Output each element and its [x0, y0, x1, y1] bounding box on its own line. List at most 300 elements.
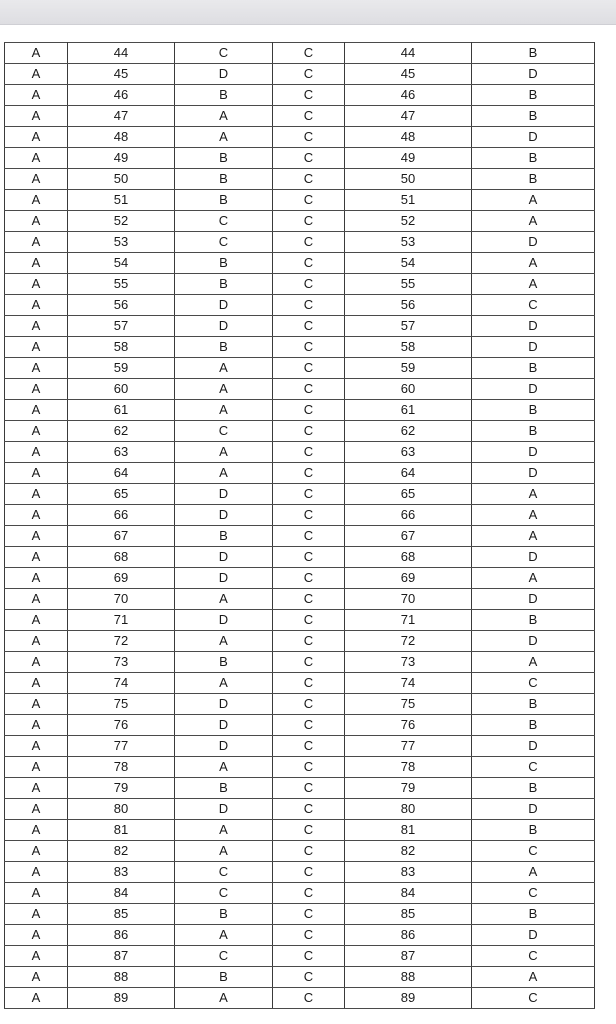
table-cell-col-number-1: 87 [68, 946, 175, 967]
table-cell-col-answer-1: B [175, 652, 273, 673]
table-cell-col-number-2: 56 [345, 295, 472, 316]
table-cell-col-c: C [273, 442, 345, 463]
table-cell-col-answer-2: C [472, 946, 595, 967]
table-cell-col-answer-1: A [175, 631, 273, 652]
table-cell-col-number-1: 89 [68, 988, 175, 1009]
table-cell-col-number-1: 64 [68, 463, 175, 484]
table-row [5, 505, 595, 526]
table-cell-col-number-1: 78 [68, 757, 175, 778]
table-cell-col-c: C [273, 904, 345, 925]
table-cell-col-number-2: 86 [345, 925, 472, 946]
table-cell-col-a: A [5, 967, 68, 988]
table-cell-col-number-2: 63 [345, 442, 472, 463]
table-cell-col-number-2: 47 [345, 106, 472, 127]
table-body [5, 43, 595, 1009]
table-row [5, 778, 595, 799]
table-cell-col-answer-2: D [472, 232, 595, 253]
table-cell-col-c: C [273, 337, 345, 358]
table-cell-col-answer-1: A [175, 988, 273, 1009]
table-row [5, 337, 595, 358]
table-cell-col-number-2: 45 [345, 64, 472, 85]
table-cell-col-a: A [5, 274, 68, 295]
table-cell-col-answer-1: A [175, 820, 273, 841]
table-cell-col-a: A [5, 946, 68, 967]
table-row [5, 799, 595, 820]
table-cell-col-answer-2: C [472, 757, 595, 778]
table-cell-col-c: C [273, 820, 345, 841]
table-cell-col-c: C [273, 778, 345, 799]
table-cell-col-a: A [5, 442, 68, 463]
table-cell-col-number-1: 73 [68, 652, 175, 673]
table-cell-col-answer-1: C [175, 232, 273, 253]
table-cell-col-answer-2: C [472, 295, 595, 316]
table-row [5, 211, 595, 232]
table-cell-col-answer-2: A [472, 484, 595, 505]
table-cell-col-c: C [273, 841, 345, 862]
table-cell-col-a: A [5, 610, 68, 631]
table-row [5, 274, 595, 295]
table-row [5, 610, 595, 631]
table-row [5, 568, 595, 589]
table-cell-col-c: C [273, 547, 345, 568]
table-row [5, 358, 595, 379]
table-cell-col-a: A [5, 484, 68, 505]
table-cell-col-number-2: 67 [345, 526, 472, 547]
table-cell-col-number-1: 57 [68, 316, 175, 337]
table-cell-col-number-2: 61 [345, 400, 472, 421]
table-cell-col-number-2: 69 [345, 568, 472, 589]
table-row [5, 295, 595, 316]
table-cell-col-number-1: 66 [68, 505, 175, 526]
table-cell-col-c: C [273, 946, 345, 967]
table-row [5, 148, 595, 169]
table-cell-col-answer-2: B [472, 43, 595, 64]
table-cell-col-a: A [5, 757, 68, 778]
table-cell-col-c: C [273, 988, 345, 1009]
table-cell-col-number-2: 50 [345, 169, 472, 190]
table-cell-col-c: C [273, 925, 345, 946]
table-cell-col-answer-2: B [472, 610, 595, 631]
table-cell-col-answer-1: B [175, 169, 273, 190]
table-cell-col-c: C [273, 463, 345, 484]
table-cell-col-answer-1: D [175, 799, 273, 820]
table-cell-col-answer-2: B [472, 820, 595, 841]
table-cell-col-answer-2: B [472, 85, 595, 106]
table-cell-col-answer-2: D [472, 589, 595, 610]
table-row [5, 526, 595, 547]
table-row [5, 673, 595, 694]
table-cell-col-number-1: 74 [68, 673, 175, 694]
table-cell-col-answer-1: D [175, 568, 273, 589]
table-cell-col-answer-2: C [472, 988, 595, 1009]
table-cell-col-a: A [5, 106, 68, 127]
table-cell-col-number-1: 83 [68, 862, 175, 883]
table-cell-col-a: A [5, 463, 68, 484]
table-cell-col-a: A [5, 43, 68, 64]
table-cell-col-answer-2: A [472, 967, 595, 988]
table-cell-col-answer-2: D [472, 127, 595, 148]
table-cell-col-answer-2: D [472, 463, 595, 484]
table-cell-col-number-1: 62 [68, 421, 175, 442]
table-row [5, 652, 595, 673]
table-cell-col-a: A [5, 652, 68, 673]
table-cell-col-answer-1: B [175, 85, 273, 106]
table-cell-col-number-1: 71 [68, 610, 175, 631]
table-cell-col-a: A [5, 589, 68, 610]
table-cell-col-c: C [273, 589, 345, 610]
table-cell-col-number-1: 86 [68, 925, 175, 946]
table-cell-col-c: C [273, 43, 345, 64]
table-cell-col-answer-1: A [175, 841, 273, 862]
table-cell-col-number-2: 89 [345, 988, 472, 1009]
table-cell-col-number-1: 52 [68, 211, 175, 232]
table-cell-col-a: A [5, 400, 68, 421]
table-cell-col-number-1: 82 [68, 841, 175, 862]
table-cell-col-c: C [273, 190, 345, 211]
table-cell-col-c: C [273, 799, 345, 820]
table-cell-col-number-1: 88 [68, 967, 175, 988]
table-cell-col-number-2: 49 [345, 148, 472, 169]
table-row [5, 715, 595, 736]
table-cell-col-c: C [273, 253, 345, 274]
table-cell-col-a: A [5, 568, 68, 589]
table-cell-col-a: A [5, 64, 68, 85]
table-cell-col-number-2: 44 [345, 43, 472, 64]
table-row [5, 106, 595, 127]
table-cell-col-number-1: 81 [68, 820, 175, 841]
table-cell-col-a: A [5, 631, 68, 652]
table-cell-col-a: A [5, 85, 68, 106]
table-cell-col-number-2: 71 [345, 610, 472, 631]
table-cell-col-number-2: 81 [345, 820, 472, 841]
table-cell-col-answer-1: B [175, 253, 273, 274]
table-cell-col-answer-1: B [175, 967, 273, 988]
table-cell-col-answer-2: B [472, 169, 595, 190]
table-cell-col-answer-1: B [175, 778, 273, 799]
table-cell-col-number-2: 52 [345, 211, 472, 232]
table-cell-col-a: A [5, 988, 68, 1009]
table-row [5, 904, 595, 925]
table-cell-col-answer-2: B [472, 904, 595, 925]
table-cell-col-a: A [5, 904, 68, 925]
table-cell-col-number-1: 60 [68, 379, 175, 400]
table-cell-col-answer-2: B [472, 694, 595, 715]
table-row [5, 127, 595, 148]
table-cell-col-answer-1: B [175, 904, 273, 925]
table-row [5, 232, 595, 253]
table-cell-col-answer-2: A [472, 652, 595, 673]
table-row [5, 946, 595, 967]
table-cell-col-a: A [5, 862, 68, 883]
table-cell-col-a: A [5, 295, 68, 316]
table-cell-col-number-1: 53 [68, 232, 175, 253]
table-cell-col-c: C [273, 673, 345, 694]
table-cell-col-number-2: 68 [345, 547, 472, 568]
table-row [5, 85, 595, 106]
table-cell-col-number-2: 80 [345, 799, 472, 820]
table-cell-col-answer-1: D [175, 547, 273, 568]
table-cell-col-number-2: 53 [345, 232, 472, 253]
table-cell-col-answer-2: D [472, 799, 595, 820]
table-cell-col-number-1: 77 [68, 736, 175, 757]
table-cell-col-number-1: 63 [68, 442, 175, 463]
window-top-bar [0, 0, 616, 25]
table-cell-col-answer-1: A [175, 379, 273, 400]
table-cell-col-answer-2: A [472, 505, 595, 526]
table-cell-col-c: C [273, 757, 345, 778]
table-cell-col-c: C [273, 379, 345, 400]
table-cell-col-c: C [273, 736, 345, 757]
table-cell-col-number-2: 88 [345, 967, 472, 988]
table-row [5, 841, 595, 862]
document-page [0, 32, 616, 1024]
table-cell-col-a: A [5, 337, 68, 358]
table-cell-col-c: C [273, 967, 345, 988]
table-row [5, 589, 595, 610]
table-cell-col-number-2: 76 [345, 715, 472, 736]
table-cell-col-a: A [5, 190, 68, 211]
table-cell-col-number-2: 75 [345, 694, 472, 715]
table-cell-col-c: C [273, 400, 345, 421]
table-row [5, 400, 595, 421]
table-cell-col-number-1: 75 [68, 694, 175, 715]
table-cell-col-c: C [273, 715, 345, 736]
table-cell-col-answer-2: D [472, 631, 595, 652]
table-cell-col-answer-1: A [175, 925, 273, 946]
table-cell-col-a: A [5, 379, 68, 400]
table-row [5, 169, 595, 190]
table-cell-col-number-2: 51 [345, 190, 472, 211]
table-cell-col-answer-2: B [472, 106, 595, 127]
table-cell-col-answer-1: A [175, 463, 273, 484]
table-cell-col-answer-1: B [175, 337, 273, 358]
table-cell-col-a: A [5, 211, 68, 232]
table-cell-col-number-2: 58 [345, 337, 472, 358]
table-row [5, 421, 595, 442]
table-cell-col-number-1: 49 [68, 148, 175, 169]
table-cell-col-a: A [5, 232, 68, 253]
table-cell-col-answer-1: C [175, 883, 273, 904]
table-cell-col-number-1: 55 [68, 274, 175, 295]
table-cell-col-c: C [273, 421, 345, 442]
table-cell-col-answer-2: A [472, 211, 595, 232]
table-cell-col-a: A [5, 820, 68, 841]
table-cell-col-c: C [273, 295, 345, 316]
table-cell-col-answer-1: D [175, 736, 273, 757]
table-cell-col-number-2: 87 [345, 946, 472, 967]
table-cell-col-c: C [273, 505, 345, 526]
table-row [5, 190, 595, 211]
table-cell-col-answer-2: A [472, 190, 595, 211]
table-cell-col-number-1: 80 [68, 799, 175, 820]
table-cell-col-c: C [273, 694, 345, 715]
table-cell-col-a: A [5, 883, 68, 904]
table-row [5, 988, 595, 1009]
table-cell-col-answer-1: D [175, 316, 273, 337]
table-cell-col-answer-2: D [472, 337, 595, 358]
table-cell-col-a: A [5, 715, 68, 736]
table-row [5, 463, 595, 484]
table-cell-col-answer-1: B [175, 148, 273, 169]
table-cell-col-answer-1: B [175, 190, 273, 211]
table-cell-col-number-2: 57 [345, 316, 472, 337]
table-cell-col-c: C [273, 526, 345, 547]
table-cell-col-answer-1: D [175, 295, 273, 316]
table-cell-col-number-2: 59 [345, 358, 472, 379]
table-cell-col-answer-2: D [472, 379, 595, 400]
table-cell-col-answer-1: A [175, 106, 273, 127]
table-cell-col-c: C [273, 862, 345, 883]
table-row [5, 43, 595, 64]
table-cell-col-answer-2: D [472, 316, 595, 337]
table-cell-col-c: C [273, 883, 345, 904]
table-cell-col-answer-1: A [175, 673, 273, 694]
table-cell-col-c: C [273, 64, 345, 85]
table-cell-col-answer-2: D [472, 736, 595, 757]
table-cell-col-answer-1: D [175, 715, 273, 736]
table-cell-col-a: A [5, 421, 68, 442]
table-cell-col-answer-1: C [175, 862, 273, 883]
table-cell-col-number-2: 60 [345, 379, 472, 400]
table-row [5, 316, 595, 337]
table-cell-col-a: A [5, 547, 68, 568]
table-cell-col-answer-2: A [472, 526, 595, 547]
table-cell-col-answer-1: A [175, 442, 273, 463]
table-cell-col-a: A [5, 253, 68, 274]
table-cell-col-answer-2: B [472, 400, 595, 421]
table-row [5, 925, 595, 946]
table-row [5, 883, 595, 904]
table-cell-col-answer-2: C [472, 841, 595, 862]
table-cell-col-answer-2: C [472, 883, 595, 904]
table-row [5, 379, 595, 400]
table-cell-col-answer-1: C [175, 946, 273, 967]
table-cell-col-c: C [273, 316, 345, 337]
table-cell-col-number-2: 48 [345, 127, 472, 148]
table-cell-col-answer-1: B [175, 274, 273, 295]
table-cell-col-a: A [5, 316, 68, 337]
table-cell-col-answer-1: A [175, 127, 273, 148]
table-cell-col-answer-1: C [175, 421, 273, 442]
table-cell-col-number-2: 85 [345, 904, 472, 925]
table-cell-col-a: A [5, 778, 68, 799]
table-cell-col-c: C [273, 127, 345, 148]
table-cell-col-number-1: 69 [68, 568, 175, 589]
table-cell-col-answer-1: A [175, 757, 273, 778]
table-cell-col-number-2: 82 [345, 841, 472, 862]
table-cell-col-c: C [273, 568, 345, 589]
table-cell-col-c: C [273, 211, 345, 232]
table-cell-col-answer-2: D [472, 442, 595, 463]
table-cell-col-answer-1: D [175, 505, 273, 526]
table-cell-col-answer-1: A [175, 358, 273, 379]
table-cell-col-number-2: 70 [345, 589, 472, 610]
table-row [5, 64, 595, 85]
table-cell-col-c: C [273, 106, 345, 127]
table-row [5, 547, 595, 568]
table-cell-col-answer-2: D [472, 925, 595, 946]
table-cell-col-answer-2: C [472, 673, 595, 694]
table-row [5, 862, 595, 883]
table-cell-col-number-1: 59 [68, 358, 175, 379]
table-cell-col-answer-1: D [175, 694, 273, 715]
table-cell-col-answer-1: D [175, 610, 273, 631]
table-cell-col-c: C [273, 631, 345, 652]
table-row [5, 694, 595, 715]
table-row [5, 484, 595, 505]
table-cell-col-answer-2: D [472, 64, 595, 85]
table-cell-col-answer-1: B [175, 526, 273, 547]
table-cell-col-a: A [5, 736, 68, 757]
table-cell-col-number-1: 51 [68, 190, 175, 211]
table-cell-col-answer-1: C [175, 43, 273, 64]
table-cell-col-answer-1: A [175, 589, 273, 610]
table-cell-col-number-2: 46 [345, 85, 472, 106]
table-cell-col-a: A [5, 694, 68, 715]
table-cell-col-number-2: 79 [345, 778, 472, 799]
table-cell-col-number-2: 77 [345, 736, 472, 757]
table-cell-col-c: C [273, 169, 345, 190]
table-cell-col-number-2: 84 [345, 883, 472, 904]
table-cell-col-number-1: 56 [68, 295, 175, 316]
table-cell-col-c: C [273, 652, 345, 673]
table-cell-col-number-2: 83 [345, 862, 472, 883]
table-cell-col-number-1: 58 [68, 337, 175, 358]
table-cell-col-a: A [5, 925, 68, 946]
table-cell-col-c: C [273, 232, 345, 253]
table-cell-col-answer-1: C [175, 211, 273, 232]
table-cell-col-number-1: 67 [68, 526, 175, 547]
table-cell-col-a: A [5, 358, 68, 379]
table-cell-col-answer-1: D [175, 484, 273, 505]
table-cell-col-number-2: 73 [345, 652, 472, 673]
table-cell-col-number-2: 72 [345, 631, 472, 652]
table-cell-col-number-2: 62 [345, 421, 472, 442]
answer-table [4, 42, 595, 1009]
table-row [5, 253, 595, 274]
table-cell-col-number-1: 76 [68, 715, 175, 736]
table-cell-col-answer-2: B [472, 778, 595, 799]
table-cell-col-number-1: 84 [68, 883, 175, 904]
table-cell-col-a: A [5, 526, 68, 547]
table-cell-col-answer-2: B [472, 715, 595, 736]
table-cell-col-number-2: 54 [345, 253, 472, 274]
table-cell-col-number-1: 61 [68, 400, 175, 421]
table-cell-col-number-1: 45 [68, 64, 175, 85]
table-cell-col-number-2: 55 [345, 274, 472, 295]
table-cell-col-number-1: 50 [68, 169, 175, 190]
table-cell-col-number-1: 54 [68, 253, 175, 274]
table-cell-col-answer-2: A [472, 253, 595, 274]
table-cell-col-number-1: 70 [68, 589, 175, 610]
table-cell-col-answer-2: B [472, 421, 595, 442]
table-cell-col-c: C [273, 484, 345, 505]
table-cell-col-a: A [5, 841, 68, 862]
table-cell-col-c: C [273, 610, 345, 631]
table-cell-col-number-2: 64 [345, 463, 472, 484]
table-row [5, 820, 595, 841]
table-cell-col-number-1: 48 [68, 127, 175, 148]
table-cell-col-answer-1: A [175, 400, 273, 421]
table-cell-col-c: C [273, 358, 345, 379]
table-cell-col-a: A [5, 799, 68, 820]
table-cell-col-answer-2: B [472, 148, 595, 169]
table-cell-col-answer-1: D [175, 64, 273, 85]
table-cell-col-number-1: 44 [68, 43, 175, 64]
table-cell-col-c: C [273, 148, 345, 169]
table-cell-col-number-1: 65 [68, 484, 175, 505]
table-cell-col-c: C [273, 85, 345, 106]
